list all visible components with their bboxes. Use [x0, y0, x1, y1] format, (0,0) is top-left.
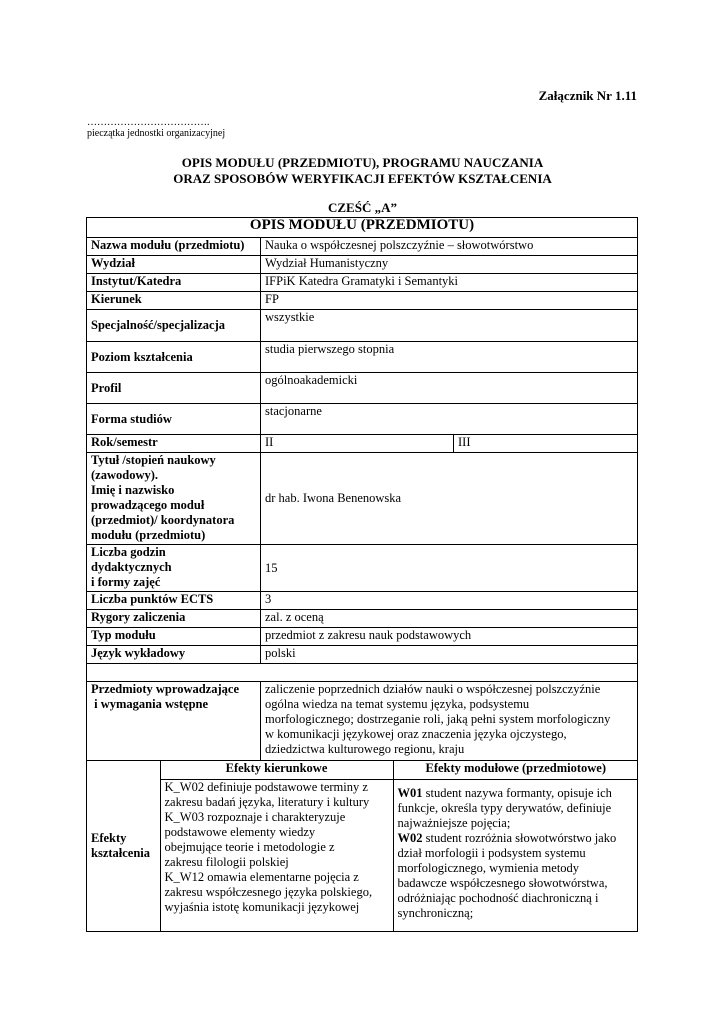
prerequisites-value: [261, 682, 638, 761]
hours-label-line: dydaktycznych: [91, 560, 172, 574]
year-semester-label: Rok/semestr: [87, 435, 261, 453]
prerequisites-label-line: Przedmioty wprowadzające: [91, 682, 239, 696]
organization-stamp: [87, 117, 225, 139]
ects-value: 3: [261, 592, 638, 610]
module-outcomes-header: Efekty modułowe (przedmiotowe): [393, 761, 638, 779]
module-name-label: Nazwa modułu (przedmiotu): [87, 238, 261, 256]
module-outcome-w01-line: funkcje, określa typy derywatów, definiuje: [397, 800, 612, 815]
coordinator-label-line: prowadzącego moduł: [91, 498, 205, 512]
level-label: Poziom kształcenia: [87, 342, 261, 373]
profile-value: ogólnoakademicki: [261, 373, 638, 404]
module-outcome-w02-line: morfologicznego, wymienia metody: [397, 860, 580, 875]
prerequisites-label-line: i wymagania wstępne: [91, 697, 209, 711]
table-title: OPIS MODUŁU (PRZEDMIOTU): [87, 218, 638, 238]
credit-label: Rygory zaliczenia: [87, 610, 261, 628]
institute-value: IFPiK Katedra Gramatyki i Semantyki: [261, 274, 638, 292]
empty-spacer-row: [87, 664, 638, 682]
hours-label: [87, 545, 261, 592]
language-label: Język wykładowy: [87, 646, 261, 664]
credit-value: zal. z oceną: [261, 610, 638, 628]
module-outcome-w02-line: dział morfologii i podsystem systemu: [397, 845, 586, 860]
module-name-value: Nauka o współczesnej polszczyźnie – słowotwórstwo: [261, 238, 638, 256]
module-type-label: Typ modułu: [87, 628, 261, 646]
hours-value: 15: [261, 545, 638, 592]
direction-value: FP: [261, 292, 638, 310]
prerequisites-line: morfologicznego; dostrzeganie roli, jaką pełni system morfologiczny: [265, 712, 611, 726]
w01-text: student nazywa formanty, opisuje ich: [422, 785, 612, 800]
direction-label: Kierunek: [87, 292, 261, 310]
direction-outcome-line: zakresu współczesnego języka polskiego,: [164, 884, 373, 899]
module-type-value: przedmiot z zakresu nauk podstawowych: [261, 628, 638, 646]
direction-outcome-line: podstawowe elementy wiedzy: [164, 824, 316, 839]
attachment-number: Załącznik Nr 1.11: [538, 88, 637, 103]
prerequisites-line: zaliczenie poprzednich działów nauki o współczesnej polszczyźnie: [265, 682, 601, 696]
level-value: studia pierwszego stopnia: [261, 342, 638, 373]
module-outcome-w02-line: [398, 831, 635, 846]
profile-label: Profil: [87, 373, 261, 404]
w02-text: student rozróżnia słowotwórstwo jako: [422, 830, 617, 845]
hours-label-line: i formy zajęć: [91, 575, 161, 589]
specialty-value: wszystkie: [261, 310, 638, 342]
direction-outcome-line: K_W12 omawia elementarne pojęcia z: [164, 869, 359, 884]
direction-outcome-line: obejmujące teorie i metodologie z: [164, 839, 335, 854]
ects-label: Liczba punktów ECTS: [87, 592, 261, 610]
module-description-table: [86, 217, 638, 932]
direction-outcome-line: K_W02 definiuje podstawowe terminy z: [164, 779, 368, 794]
hours-label-line: Liczba godzin: [91, 545, 166, 559]
coordinator-label-line: modułu (przedmiotu): [91, 528, 206, 542]
coordinator-label-line: (przedmiot)/ koordynatora: [91, 513, 235, 527]
semester-value: III: [454, 435, 638, 453]
coordinator-label-line: Tytuł /stopień naukowy: [91, 453, 216, 467]
coordinator-label-line: (zawodowy).: [91, 468, 159, 482]
institute-label: Instytut/Katedra: [87, 274, 261, 292]
outcomes-table: [87, 761, 638, 931]
coordinator-value: dr hab. Iwona Benenowska: [261, 453, 638, 545]
module-outcomes-list: [393, 779, 638, 931]
stamp-dots: ……………………………….: [87, 117, 210, 128]
faculty-value: Wydział Humanistyczny: [261, 256, 638, 274]
outcomes-section: [87, 761, 638, 932]
stamp-label: pieczątka jednostki organizacyjnej: [87, 128, 226, 139]
direction-outcome-line: zakresu filologii polskiej: [164, 854, 289, 869]
document-title-line1: OPIS MODUŁU (PRZEDMIOTU), PROGRAMU NAUCZANIA: [181, 155, 544, 170]
module-outcome-w02-line: synchroniczną;: [397, 905, 474, 920]
module-outcome-w02-line: odróżniając pochodność diachroniczną i: [397, 890, 599, 905]
outcomes-label-line: Efekty: [91, 831, 127, 845]
module-outcome-w01-line: najważniejsze pojęcia;: [397, 815, 511, 830]
prerequisites-line: ogólna wiedza na temat systemu języka, podsystemu: [265, 697, 530, 711]
direction-outcomes-header: Efekty kierunkowe: [160, 761, 393, 779]
direction-outcome-line: K_W03 rozpoznaje i charakteryzuje: [164, 809, 346, 824]
direction-outcome-line: wyjaśnia istotę komunikacji językowej: [164, 899, 360, 914]
form-value: stacjonarne: [261, 404, 638, 435]
prerequisites-line: w komunikacji językowej oraz znaczenia języka ojczystego,: [265, 727, 567, 741]
document-title-line2: ORAZ SPOSOBÓW WERYFIKACJI EFEKTÓW KSZTAŁCENIA: [173, 171, 552, 186]
direction-outcomes-list: [160, 779, 393, 931]
part-heading: CZEŚĆ „A”: [328, 200, 397, 215]
module-outcome-w01-line: [398, 786, 635, 801]
coordinator-label-line: Imię i nazwisko: [91, 483, 175, 497]
language-value: polski: [261, 646, 638, 664]
specialty-label: Specjalność/specjalizacja: [87, 310, 261, 342]
prerequisites-label: [87, 682, 261, 761]
outcomes-label-line: kształcenia: [91, 846, 151, 860]
prerequisites-line: dziedzictwa kulturowego regionu, kraju: [265, 742, 465, 756]
form-label: Forma studiów: [87, 404, 261, 435]
w02-code: W02: [397, 830, 423, 845]
faculty-label: Wydział: [87, 256, 261, 274]
year-value: II: [261, 435, 454, 453]
w01-code: W01: [397, 785, 423, 800]
direction-outcome-line: zakresu badań języka, literatury i kultury: [164, 794, 370, 809]
outcomes-label: [87, 761, 160, 931]
coordinator-label: [87, 453, 261, 545]
module-outcome-w02-line: badawcze współczesnego słowotwórstwa,: [397, 875, 608, 890]
